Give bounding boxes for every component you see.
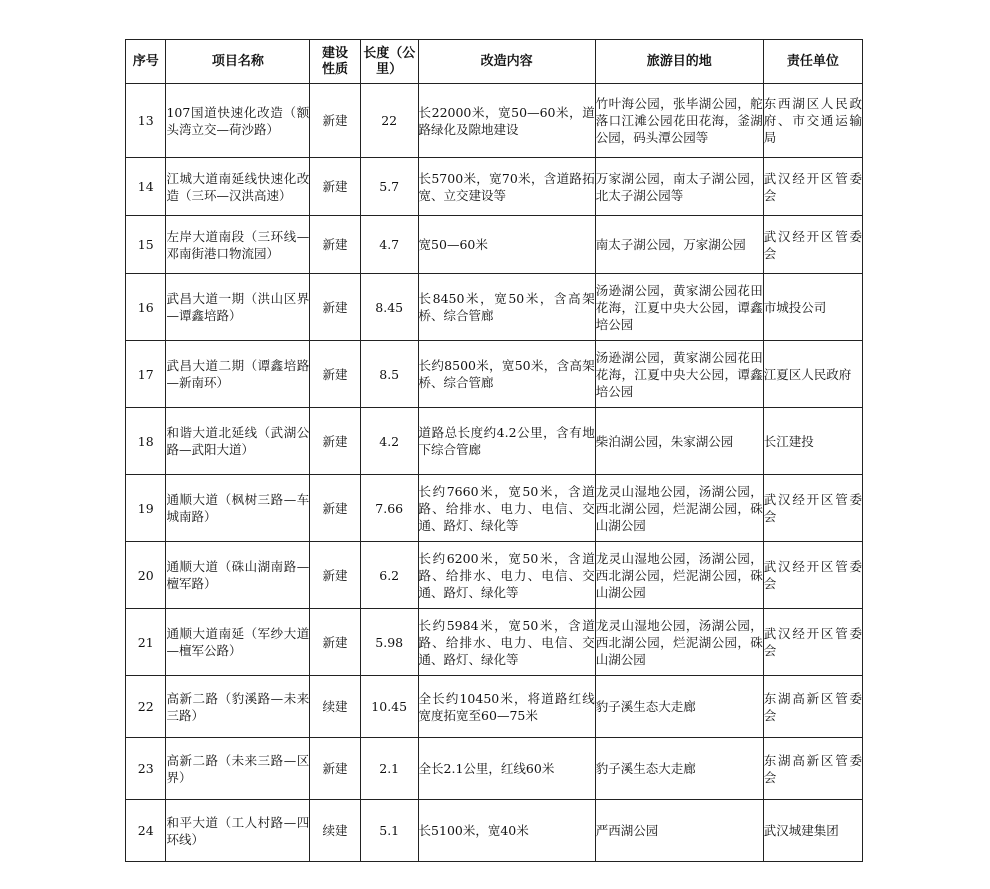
table-row — [126, 738, 863, 800]
cell-name: 通顺大道（枫树三路—车城南路） — [166, 475, 310, 542]
header-length-text: 长度（公里） — [363, 45, 416, 77]
cell-length: 10.45 — [360, 676, 418, 738]
cell-seq: 16 — [126, 274, 166, 341]
header-type-text: 建设性质 — [322, 45, 349, 77]
table-row — [126, 408, 863, 475]
cell-name: 107国道快速化改造（额头湾立交—荷沙路） — [166, 84, 310, 158]
table-row — [126, 84, 863, 158]
project-table — [125, 39, 863, 862]
cell-seq: 21 — [126, 609, 166, 676]
header-type — [310, 40, 361, 84]
cell-content: 全长2.1公里，红线60米 — [418, 738, 595, 800]
cell-type: 新建 — [310, 609, 361, 676]
table-row — [126, 542, 863, 609]
cell-type: 新建 — [310, 216, 361, 274]
header-unit: 责任单位 — [763, 40, 862, 84]
cell-length: 2.1 — [360, 738, 418, 800]
cell-dest: 汤逊湖公园，黄家湖公园花田花海，江夏中央大公园，谭鑫培公园 — [595, 274, 763, 341]
cell-unit: 武汉经开区管委会 — [763, 609, 862, 676]
cell-length: 7.66 — [360, 475, 418, 542]
cell-name: 通顺大道（硃山湖南路—檀军路） — [166, 542, 310, 609]
cell-seq: 14 — [126, 158, 166, 216]
cell-dest: 龙灵山湿地公园，汤湖公园，西北湖公园，烂泥湖公园，硃山湖公园 — [595, 542, 763, 609]
cell-dest: 豹子溪生态大走廊 — [595, 676, 763, 738]
cell-seq: 13 — [126, 84, 166, 158]
table-row — [126, 216, 863, 274]
cell-length: 22 — [360, 84, 418, 158]
cell-name: 武昌大道一期（洪山区界—谭鑫培路） — [166, 274, 310, 341]
cell-type: 续建 — [310, 800, 361, 862]
cell-name: 江城大道南延线快速化改造（三环—汉洪高速） — [166, 158, 310, 216]
cell-unit: 江夏区人民政府 — [763, 341, 862, 408]
cell-name: 和谐大道北延线（武湖公路—武阳大道） — [166, 408, 310, 475]
cell-dest: 汤逊湖公园，黄家湖公园花田花海，江夏中央大公园，谭鑫培公园 — [595, 341, 763, 408]
cell-type: 新建 — [310, 84, 361, 158]
cell-unit: 东湖高新区管委会 — [763, 738, 862, 800]
cell-content: 长5100米，宽40米 — [418, 800, 595, 862]
cell-dest: 豹子溪生态大走廊 — [595, 738, 763, 800]
cell-content: 长22000米，宽50—60米，道路绿化及隙地建设 — [418, 84, 595, 158]
cell-length: 8.5 — [360, 341, 418, 408]
cell-unit: 市城投公司 — [763, 274, 862, 341]
cell-name: 和平大道（工人村路—四环线） — [166, 800, 310, 862]
cell-type: 续建 — [310, 676, 361, 738]
cell-dest: 严西湖公园 — [595, 800, 763, 862]
cell-content: 长5700米，宽70米，含道路拓宽、立交建设等 — [418, 158, 595, 216]
cell-type: 新建 — [310, 475, 361, 542]
cell-length: 4.2 — [360, 408, 418, 475]
cell-type: 新建 — [310, 341, 361, 408]
cell-content: 长约5984米，宽50米，含道路、给排水、电力、电信、交通、路灯、绿化等 — [418, 609, 595, 676]
cell-unit: 武汉经开区管委会 — [763, 475, 862, 542]
table-row — [126, 609, 863, 676]
table-row — [126, 800, 863, 862]
cell-seq: 19 — [126, 475, 166, 542]
cell-unit: 长江建投 — [763, 408, 862, 475]
table-header-row — [126, 40, 863, 84]
cell-unit: 武汉经开区管委会 — [763, 158, 862, 216]
table-row — [126, 341, 863, 408]
cell-length: 4.7 — [360, 216, 418, 274]
header-name: 项目名称 — [166, 40, 310, 84]
cell-dest: 竹叶海公园，张毕湖公园，舵落口江滩公园花田花海，釜湖公园，码头潭公园等 — [595, 84, 763, 158]
cell-dest: 龙灵山湿地公园，汤湖公园，西北湖公园，烂泥湖公园，硃山湖公园 — [595, 609, 763, 676]
cell-dest: 柴泊湖公园，朱家湖公园 — [595, 408, 763, 475]
cell-dest: 龙灵山湿地公园，汤湖公园，西北湖公园，烂泥湖公园，硃山湖公园 — [595, 475, 763, 542]
cell-seq: 24 — [126, 800, 166, 862]
cell-unit: 东西湖区人民政府、市交通运输局 — [763, 84, 862, 158]
cell-content: 长约6200米，宽50米，含道路、给排水、电力、电信、交通、路灯、绿化等 — [418, 542, 595, 609]
cell-content: 长约8500米，宽50米，含高架桥、综合管廊 — [418, 341, 595, 408]
cell-length: 8.45 — [360, 274, 418, 341]
header-length — [360, 40, 418, 84]
cell-content: 长约7660米，宽50米，含道路、给排水、电力、电信、交通、路灯、绿化等 — [418, 475, 595, 542]
header-dest: 旅游目的地 — [595, 40, 763, 84]
cell-name: 高新二路（豹溪路—未来三路） — [166, 676, 310, 738]
table-row — [126, 274, 863, 341]
cell-content: 全长约10450米，将道路红线宽度拓宽至60—75米 — [418, 676, 595, 738]
cell-content: 道路总长度约4.2公里，含有地下综合管廊 — [418, 408, 595, 475]
cell-length: 5.7 — [360, 158, 418, 216]
cell-seq: 22 — [126, 676, 166, 738]
cell-name: 左岸大道南段（三环线—邓南街港口物流园） — [166, 216, 310, 274]
table-row — [126, 158, 863, 216]
cell-dest: 南太子湖公园，万家湖公园 — [595, 216, 763, 274]
cell-unit: 武汉经开区管委会 — [763, 216, 862, 274]
cell-seq: 23 — [126, 738, 166, 800]
cell-content: 长8450米，宽50米，含高架桥、综合管廊 — [418, 274, 595, 341]
header-seq: 序号 — [126, 40, 166, 84]
cell-unit: 武汉经开区管委会 — [763, 542, 862, 609]
header-content: 改造内容 — [418, 40, 595, 84]
cell-unit: 东湖高新区管委会 — [763, 676, 862, 738]
cell-type: 新建 — [310, 274, 361, 341]
cell-type: 新建 — [310, 408, 361, 475]
table-row — [126, 676, 863, 738]
cell-type: 新建 — [310, 542, 361, 609]
cell-name: 武昌大道二期（谭鑫培路—新南环） — [166, 341, 310, 408]
cell-length: 5.98 — [360, 609, 418, 676]
cell-unit: 武汉城建集团 — [763, 800, 862, 862]
cell-type: 新建 — [310, 158, 361, 216]
cell-dest: 万家湖公园，南太子湖公园，北太子湖公园等 — [595, 158, 763, 216]
cell-seq: 17 — [126, 341, 166, 408]
cell-seq: 20 — [126, 542, 166, 609]
cell-length: 5.1 — [360, 800, 418, 862]
table-row — [126, 475, 863, 542]
cell-type: 新建 — [310, 738, 361, 800]
cell-name: 通顺大道南延（军纱大道—檀军公路） — [166, 609, 310, 676]
cell-seq: 18 — [126, 408, 166, 475]
cell-content: 宽50—60米 — [418, 216, 595, 274]
cell-seq: 15 — [126, 216, 166, 274]
cell-name: 高新二路（未来三路—区界） — [166, 738, 310, 800]
cell-length: 6.2 — [360, 542, 418, 609]
